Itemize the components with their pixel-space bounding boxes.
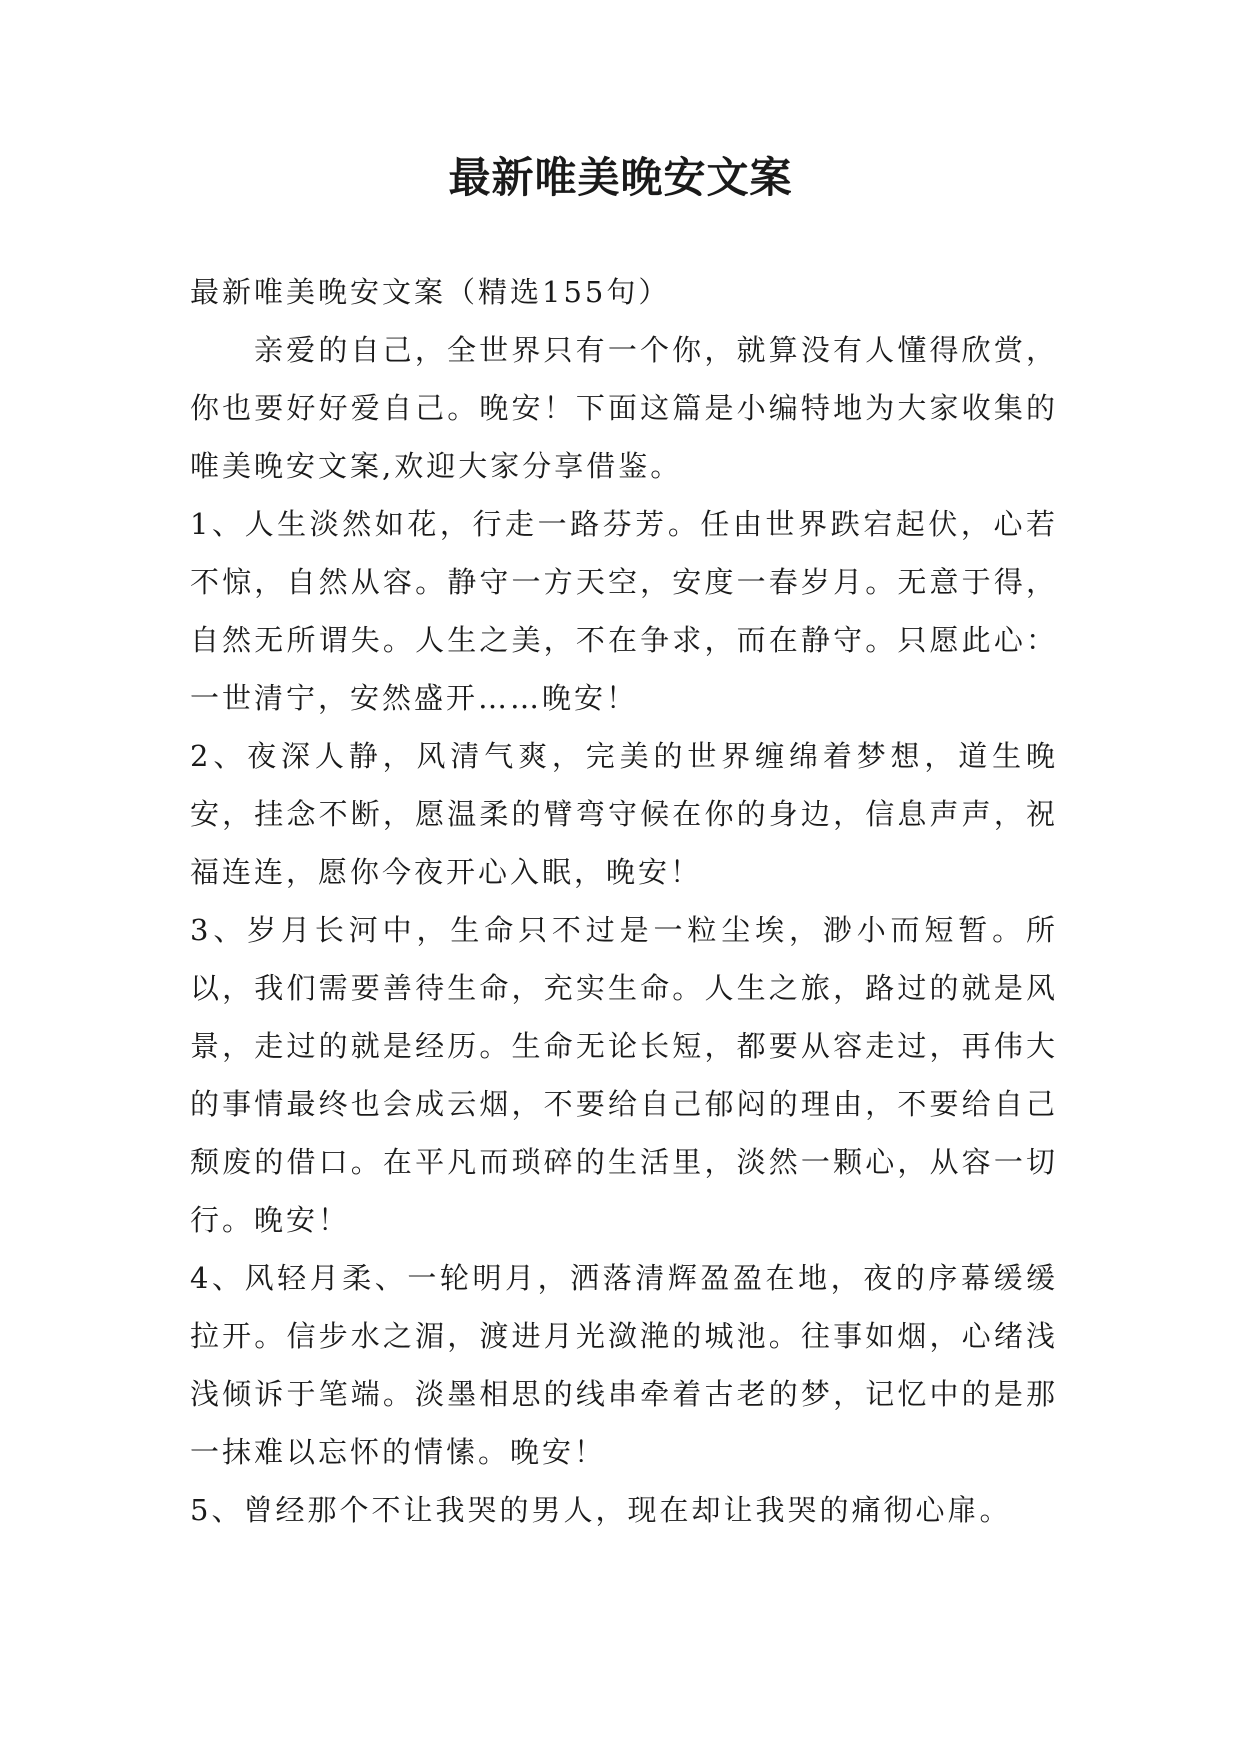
document-title: 最新唯美晚安文案 <box>448 153 793 202</box>
list-item: 5、曾经那个不让我哭的男人，现在却让我哭的痛彻心扉。 <box>190 1493 1012 1527</box>
list-item: 4、风轻月柔、一轮明月，洒落清辉盈盈在地，夜的序幕缓缓拉开。信步水之湄，渡进月光潋滟的城池。往事如烟，心绪浅浅倾诉于笔端。淡墨相思的线串牵着古老的梦，记忆中的是那一抹难以忘怀的情愫。晚安！ <box>190 1261 1058 1469</box>
list-item: 2、夜深人静，风清气爽，完美的世界缠绵着梦想，道生晚安，挂念不断，愿温柔的臂弯守候在你的身边，信息声声，祝福连连，愿你今夜开心入眠，晚安！ <box>190 739 1058 889</box>
list-item: 3、岁月长河中，生命只不过是一粒尘埃，渺小而短暂。所以，我们需要善待生命，充实生命。人生之旅，路过的就是风景，走过的就是经历。生命无论长短，都要从容走过，再伟大的事情最终也会成云烟，不要给自己郁闷的理由，不要给自己颓废的借口。在平凡而琐碎的生活里，淡然一颗心，从容一切行。晚安！ <box>190 913 1058 1237</box>
document-body <box>190 263 1058 1539</box>
intro-paragraph: 亲爱的自己，全世界只有一个你，就算没有人懂得欣赏，你也要好好爱自己。晚安！下面这篇是小编特地为大家收集的唯美晚安文案,欢迎大家分享借鉴。 <box>190 333 1058 483</box>
document-subtitle: 最新唯美晚安文案（精选155句） <box>190 275 671 309</box>
list-item: 1、人生淡然如花，行走一路芬芳。任由世界跌宕起伏，心若不惊，自然从容。静守一方天空，安度一春岁月。无意于得，自然无所谓失。人生之美，不在争求，而在静守。只愿此心：一世清宁，安然盛开……晚安！ <box>190 507 1058 715</box>
